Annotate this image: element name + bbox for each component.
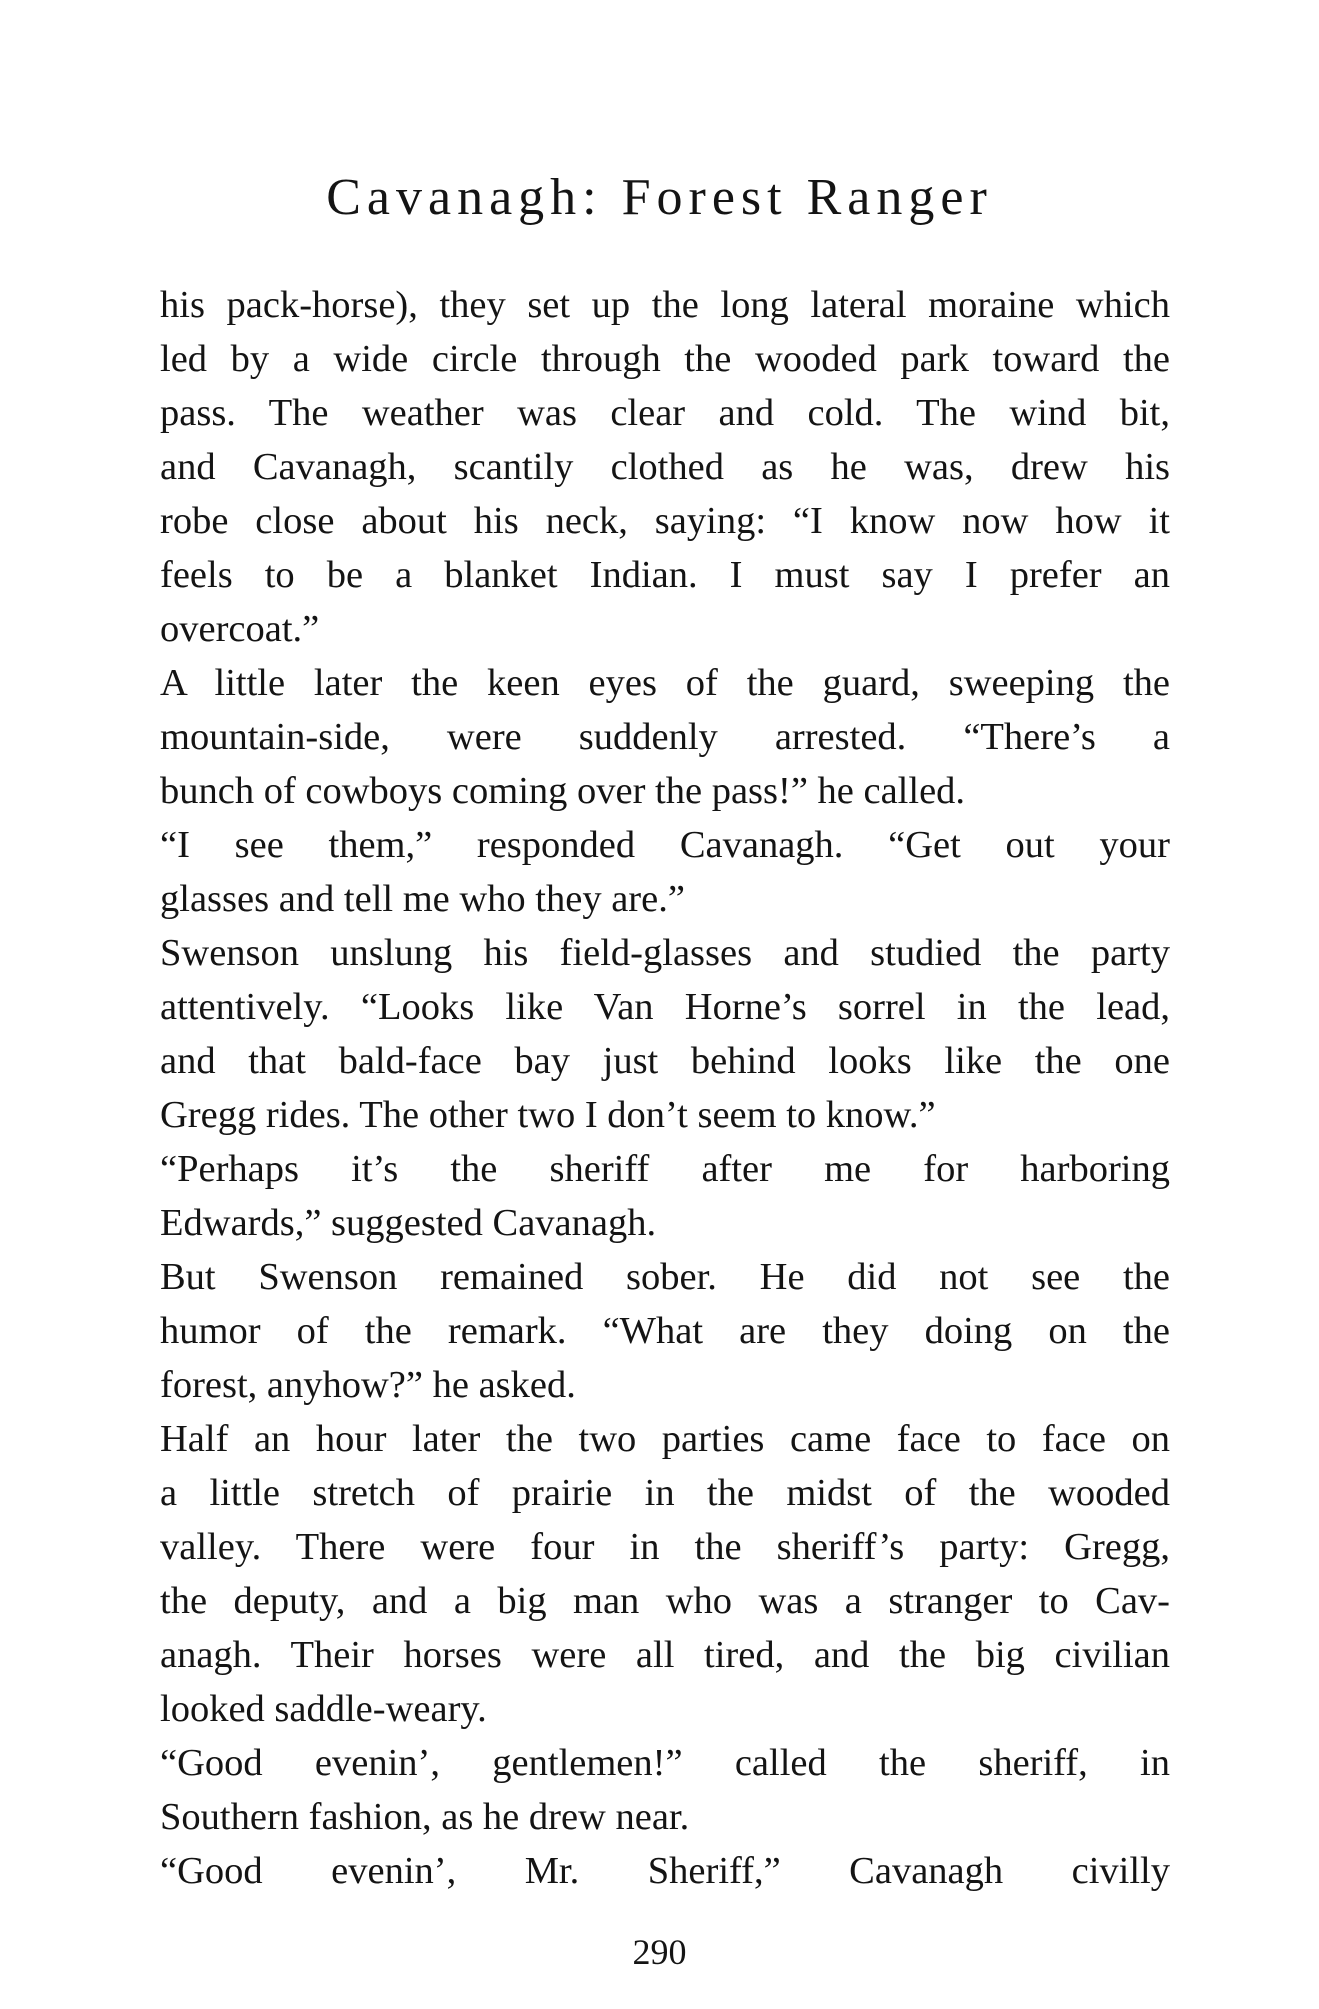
text-line: glasses and tell me who they are.” xyxy=(160,878,685,920)
text-line: Southern fashion, as he drew near. xyxy=(160,1796,690,1838)
text-line: “Good evenin’, gentlemen!” called the sheriff, in xyxy=(160,1742,1170,1784)
text-line: feels to be a blanket Indian. I must say I prefer an xyxy=(160,554,1170,596)
text-line: and that bald-face bay just behind looks like the one xyxy=(160,1040,1170,1082)
text-line: bunch of cowboys coming over the pass!” he called. xyxy=(160,770,966,812)
text-line: Swenson unslung his field-glasses and studied the party xyxy=(160,932,1170,974)
text-line: A little later the keen eyes of the guard, sweeping the xyxy=(160,662,1170,704)
text-line: valley. There were four in the sheriff’s party: Gregg, xyxy=(160,1526,1170,1568)
text-line: “Good evenin’, Mr. Sheriff,” Cavanagh civilly xyxy=(160,1850,1170,1892)
text-line: the deputy, and a big man who was a stranger to Cav- xyxy=(160,1580,1170,1622)
body-text xyxy=(160,278,1170,1898)
text-line: a little stretch of prairie in the midst of the wooded xyxy=(160,1472,1170,1514)
running-title: Cavanagh: Forest Ranger xyxy=(326,169,993,226)
text-line: But Swenson remained sober. He did not see the xyxy=(160,1256,1170,1298)
text-line: Gregg rides. The other two I don’t seem to know.” xyxy=(160,1094,936,1136)
text-line: and Cavanagh, scantily clothed as he was, drew his xyxy=(160,446,1170,488)
text-line: Half an hour later the two parties came face to face on xyxy=(160,1418,1170,1460)
text-line: anagh. Their horses were all tired, and the big civilian xyxy=(160,1634,1170,1676)
text-line: forest, anyhow?” he asked. xyxy=(160,1364,576,1406)
text-line: humor of the remark. “What are they doing on the xyxy=(160,1310,1170,1352)
text-line: his pack-horse), they set up the long lateral moraine which xyxy=(160,284,1170,326)
text-line: looked saddle-weary. xyxy=(160,1688,487,1730)
text-line: mountain-side, were suddenly arrested. “There’s a xyxy=(160,716,1170,758)
text-line: attentively. “Looks like Van Horne’s sorrel in the lead, xyxy=(160,986,1170,1028)
text-line: led by a wide circle through the wooded park toward the xyxy=(160,338,1170,380)
text-line: robe close about his neck, saying: “I know now how it xyxy=(160,500,1170,542)
page-number: 290 xyxy=(632,1932,687,1972)
text-line: “I see them,” responded Cavanagh. “Get out your xyxy=(160,824,1170,866)
text-line: “Perhaps it’s the sheriff after me for harboring xyxy=(160,1148,1170,1190)
text-line: Edwards,” suggested Cavanagh. xyxy=(160,1202,657,1244)
text-line: pass. The weather was clear and cold. The wind bit, xyxy=(160,392,1170,434)
text-line: overcoat.” xyxy=(160,608,320,650)
